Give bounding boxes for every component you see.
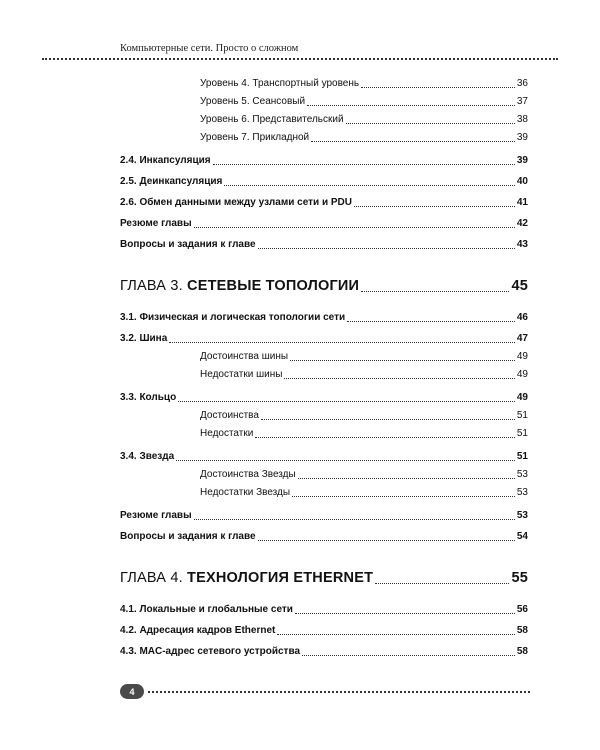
toc-entry-title: Уровень 6. Представительский xyxy=(200,114,344,125)
toc-section-entry xyxy=(120,595,528,616)
toc-page-number: 49 xyxy=(516,369,528,380)
toc-entry-title xyxy=(120,277,359,295)
toc-entry-title: Недостатки xyxy=(200,428,254,439)
toc-page-number: 36 xyxy=(516,78,528,89)
toc-subsection-entry xyxy=(120,126,528,144)
toc-entry-title: Достоинства шины xyxy=(200,351,289,362)
toc-section-entry xyxy=(120,522,528,543)
toc-entry-title: Резюме главы xyxy=(120,218,192,229)
chapter-prefix: ГЛАВА 4. xyxy=(120,570,183,586)
toc-entry-title: 2.6. Обмен данными между узлами сети и PDU xyxy=(120,197,352,208)
toc-entry-title: Уровень 7. Прикладной xyxy=(200,132,310,143)
dot-leader xyxy=(302,654,515,656)
toc-chapter-entry xyxy=(120,567,528,587)
toc-page-number: 45 xyxy=(511,278,528,294)
toc-section-entry xyxy=(120,209,528,230)
toc-subsection-entry xyxy=(120,463,528,481)
toc-page-number: 43 xyxy=(516,239,528,250)
toc-entry-title: Резюме главы xyxy=(120,510,192,521)
chapter-title: СЕТЕВЫЕ ТОПОЛОГИИ xyxy=(187,278,360,294)
dot-leader xyxy=(290,359,515,361)
toc-entry-title: Достоинства xyxy=(200,410,259,421)
toc-subsection-entry xyxy=(120,72,528,90)
toc-section-entry xyxy=(120,230,528,251)
dot-leader xyxy=(284,377,514,379)
toc-subsection-entry xyxy=(120,363,528,381)
running-header: Компьютерные сети. Просто о сложном xyxy=(120,43,299,54)
toc-page-number: 47 xyxy=(516,333,528,344)
dot-leader xyxy=(354,205,515,207)
dot-leader xyxy=(347,320,515,322)
toc-chapter-entry xyxy=(120,275,528,295)
toc-entry-title: Уровень 5. Сеансовый xyxy=(200,96,306,107)
dot-leader xyxy=(346,122,515,124)
dot-leader xyxy=(375,582,509,584)
dot-leader xyxy=(178,400,515,402)
toc-entry-title: Недостатки шины xyxy=(200,369,283,380)
dot-leader xyxy=(307,104,515,106)
toc-section-entry xyxy=(120,303,528,324)
toc-page-number: 58 xyxy=(516,625,528,636)
toc-page-number: 55 xyxy=(511,570,528,586)
toc-entry-title: Вопросы и задания к главе xyxy=(120,239,256,250)
dot-leader xyxy=(213,163,515,165)
dot-leader xyxy=(258,539,515,541)
toc-entry-title: 3.3. Кольцо xyxy=(120,392,177,403)
toc-page-number: 38 xyxy=(516,114,528,125)
toc-section-entry xyxy=(120,442,528,463)
toc-page-number: 39 xyxy=(516,155,528,166)
toc-page-number: 51 xyxy=(516,451,528,462)
toc-page-number: 51 xyxy=(516,428,528,439)
table-of-contents xyxy=(120,72,528,658)
toc-subsection-entry xyxy=(120,90,528,108)
toc-page-number: 37 xyxy=(516,96,528,107)
toc-subsection-entry xyxy=(120,404,528,422)
dot-leader xyxy=(255,436,515,438)
toc-page-number: 51 xyxy=(516,410,528,421)
toc-page-number: 41 xyxy=(516,197,528,208)
toc-entry-title: 3.4. Звезда xyxy=(120,451,175,462)
footer-divider xyxy=(148,691,530,693)
dot-leader xyxy=(224,184,515,186)
page-number-badge: 4 xyxy=(120,684,144,699)
toc-entry-title: 2.5. Деинкапсуляция xyxy=(120,176,223,187)
chapter-title: ТЕХНОЛОГИЯ ETHERNET xyxy=(187,570,374,586)
toc-page-number: 58 xyxy=(516,646,528,657)
toc-entry-title: 2.4. Инкапсуляция xyxy=(120,155,211,166)
toc-page-number: 53 xyxy=(516,487,528,498)
toc-page-number: 54 xyxy=(516,531,528,542)
toc-subsection-entry xyxy=(120,108,528,126)
toc-entry-title: 4.2. Адресация кадров Ethernet xyxy=(120,625,276,636)
toc-page-number: 42 xyxy=(516,218,528,229)
toc-section-entry xyxy=(120,324,528,345)
toc-entry-title: Недостатки Звезды xyxy=(200,487,291,498)
toc-page-number: 40 xyxy=(516,176,528,187)
toc-section-entry xyxy=(120,637,528,658)
toc-section-entry xyxy=(120,383,528,404)
dot-leader xyxy=(169,341,515,343)
toc-entry-title: Достоинства Звезды xyxy=(200,469,296,480)
toc-subsection-entry xyxy=(120,481,528,499)
header-divider xyxy=(42,58,558,60)
toc-entry-title: 3.2. Шина xyxy=(120,333,168,344)
toc-page-number: 39 xyxy=(516,132,528,143)
chapter-prefix: ГЛАВА 3. xyxy=(120,278,183,294)
toc-page-number: 46 xyxy=(516,312,528,323)
toc-page-number: 53 xyxy=(516,469,528,480)
toc-section-entry xyxy=(120,188,528,209)
dot-leader xyxy=(295,612,515,614)
toc-section-entry xyxy=(120,146,528,167)
toc-subsection-entry xyxy=(120,422,528,440)
dot-leader xyxy=(194,226,515,228)
toc-section-entry xyxy=(120,167,528,188)
toc-entry-title: Уровень 4. Транспортный уровень xyxy=(200,78,360,89)
toc-entry-title: 3.1. Физическая и логическая топологии сети xyxy=(120,312,346,323)
dot-leader xyxy=(361,86,515,88)
dot-leader xyxy=(277,633,515,635)
dot-leader xyxy=(311,140,515,142)
toc-section-entry xyxy=(120,616,528,637)
toc-page-number: 49 xyxy=(516,392,528,403)
toc-page-number: 53 xyxy=(516,510,528,521)
dot-leader xyxy=(194,518,515,520)
dot-leader xyxy=(258,247,515,249)
toc-page-number: 49 xyxy=(516,351,528,362)
toc-entry-title xyxy=(120,569,373,587)
dot-leader xyxy=(176,459,515,461)
dot-leader xyxy=(361,290,509,292)
dot-leader xyxy=(292,495,515,497)
toc-page-number: 56 xyxy=(516,604,528,615)
dot-leader xyxy=(261,418,515,420)
toc-subsection-entry xyxy=(120,345,528,363)
toc-entry-title: Вопросы и задания к главе xyxy=(120,531,256,542)
toc-section-entry xyxy=(120,501,528,522)
toc-entry-title: 4.3. MAC-адрес сетевого устройства xyxy=(120,646,301,657)
dot-leader xyxy=(298,477,515,479)
toc-entry-title: 4.1. Локальные и глобальные сети xyxy=(120,604,293,615)
